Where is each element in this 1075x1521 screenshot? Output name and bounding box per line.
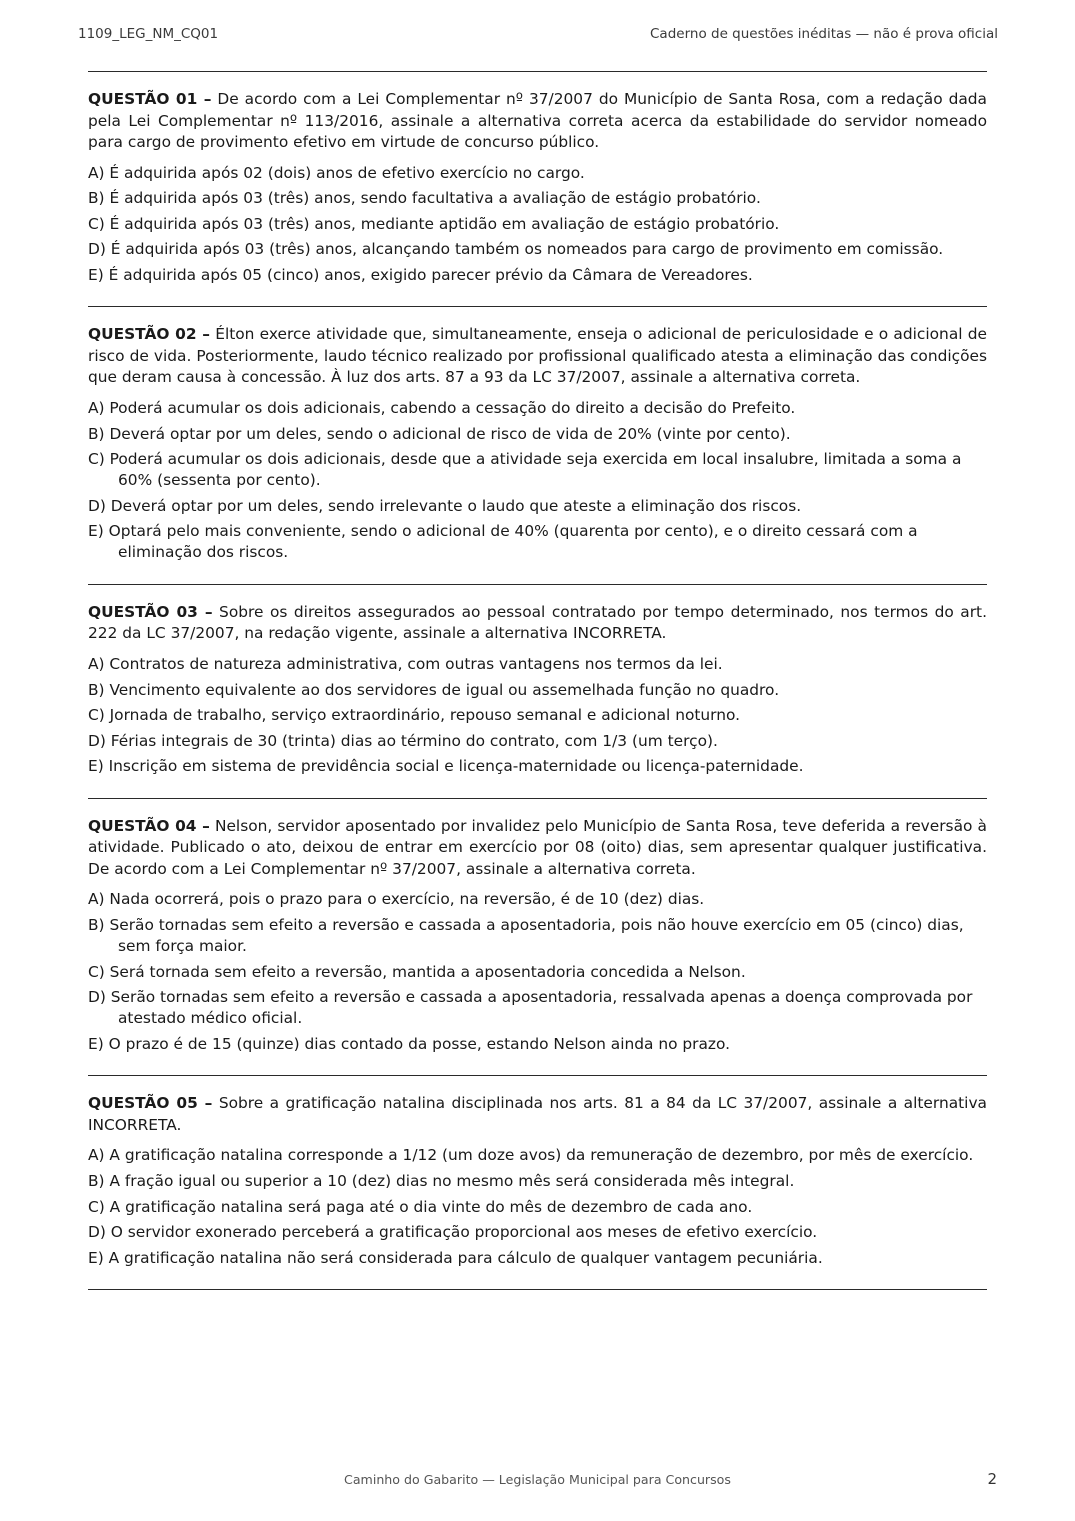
question-label: QUESTÃO 01 – [88,90,212,108]
option-e: E) Inscrição em sistema de previdência social e licença-maternidade ou licença-paternidade. [88,757,804,776]
option-d: D) Serão tornadas sem efeito a reversão e cassada a aposentadoria, ressalvada apenas a doença comprovada por atestado médico oficial. [88,988,973,1028]
option-d: D) O servidor exonerado perceberá a gratificação proporcional aos meses de efetivo exercício. [88,1223,818,1242]
question-text: Sobre a gratificação natalina disciplinada nos arts. 81 a 84 da LC 37/2007, assinale a alternativa INCORRETA. [88,1094,987,1134]
option-e: E) A gratificação natalina não será considerada para cálculo de qualquer vantagem pecuniária. [88,1248,823,1267]
document-code: 1109_LEG_NM_CQ01 [78,26,219,42]
option-b: B) É adquirida após 03 (três) anos, sendo facultativa a avaliação de estágio probatório. [88,189,761,208]
questions-content [88,71,987,1290]
option-d: D) Férias integrais de 30 (trinta) dias ao término do contrato, com 1/3 (um terço). [88,731,718,750]
page-footer [0,1471,1075,1491]
option-c: C) Jornada de trabalho, serviço extraordinário, repouso semanal e adicional noturno. [88,706,741,725]
option-d: D) É adquirida após 03 (três) anos, alcançando também os nomeados para cargo de provimento em comissão. [88,240,944,259]
question-05 [88,1076,987,1289]
option-b: B) Vencimento equivalente ao dos servidores de igual ou assemelhada função no quadro. [88,680,780,699]
option-a: A) Nada ocorrerá, pois o prazo para o exercício, na reversão, é de 10 (dez) dias. [88,890,705,909]
option-c: C) Será tornada sem efeito a reversão, mantida a aposentadoria concedida a Nelson. [88,962,746,981]
question-label: QUESTÃO 03 – [88,602,213,621]
option-e: E) Optará pelo mais conveniente, sendo o adicional de 40% (quarenta por cento), e o direito cessará com a eliminação dos riscos. [88,522,918,562]
question-text: De acordo com a Lei Complementar nº 37/2007 do Município de Santa Rosa, com a redação dada pela Lei Complementar nº 113/2016, assinale a alternativa correta acerca da estabilidade do servidor nomeado para cargo de provimento efetivo em virtude de concurso público. [88,90,987,151]
question-01 [88,72,987,306]
option-c: C) É adquirida após 03 (três) anos, mediante aptidão em avaliação de estágio probatório. [88,214,780,233]
option-d: D) Deverá optar por um deles, sendo irrelevante o laudo que ateste a eliminação dos riscos. [88,496,802,515]
divider [88,1289,987,1290]
question-02 [88,307,987,583]
question-text: Élton exerce atividade que, simultaneamente, enseja o adicional de periculosidade e o adicional de risco de vida. Posteriormente, laudo técnico realizado por profissional qualificado atesta a eliminação das condições que deram causa à concessão. À luz dos arts. 87 a 93 da LC 37/2007, assinale a alternativa correta. [88,325,987,387]
option-b: B) Deverá optar por um deles, sendo o adicional de risco de vida de 20% (vinte por cento). [88,424,791,443]
options-list [88,1145,987,1268]
question-03 [88,585,987,798]
option-a: A) Poderá acumular os dois adicionais, cabendo a cessação do direito a decisão do Prefeito. [88,398,796,417]
question-label: QUESTÃO 05 – [88,1094,213,1113]
option-a: A) A gratificação natalina corresponde a 1/12 (um doze avos) da remuneração de dezembro, por mês de exercício. [88,1146,974,1165]
option-c: C) Poderá acumular os dois adicionais, desde que a atividade seja exercida em local insalubre, limitada a soma a 60% (sessenta por cento). [88,450,962,490]
footer-title: Caminho do Gabarito — Legislação Municipal para Concursos [344,1472,731,1487]
question-label: QUESTÃO 04 – [88,816,210,835]
question-stem [88,602,987,645]
page-number: 2 [987,1470,997,1488]
options-list [88,163,987,286]
header-notice: Caderno de questões inéditas — não é prova oficial [650,26,998,42]
page-header [78,26,998,46]
question-label: QUESTÃO 02 – [88,325,210,344]
question-04 [88,799,987,1075]
question-stem [88,816,987,881]
option-a: A) Contratos de natureza administrativa, com outras vantagens nos termos da lei. [88,654,723,673]
option-a: A) É adquirida após 02 (dois) anos de efetivo exercício no cargo. [88,163,585,182]
option-b: B) Serão tornadas sem efeito a reversão e cassada a aposentadoria, pois não houve exercício em 05 (cinco) dias, sem força maior. [88,916,964,955]
option-e: E) O prazo é de 15 (quinze) dias contado da posse, estando Nelson ainda no prazo. [88,1034,731,1053]
option-e: E) É adquirida após 05 (cinco) anos, exigido parecer prévio da Câmara de Vereadores. [88,265,753,284]
options-list [88,889,987,1054]
option-c: C) A gratificação natalina será paga até o dia vinte do mês de dezembro de cada ano. [88,1197,753,1216]
question-text: Nelson, servidor aposentado por invalidez pelo Município de Santa Rosa, teve deferida a reversão à atividade. Publicado o ato, deixou de entrar em exercício por 08 (oito) dias, sem apresentar qualquer justificativa. De acordo com a Lei Complementar nº 37/2007, assinale a alternativa correta. [88,816,987,878]
question-text: Sobre os direitos assegurados ao pessoal contratado por tempo determinado, nos termos do art. 222 da LC 37/2007, na redação vigente, assinale a alternativa INCORRETA. [88,602,987,643]
question-stem [88,89,987,154]
option-b: B) A fração igual ou superior a 10 (dez) dias no mesmo mês será considerada mês integral. [88,1171,795,1190]
question-stem [88,324,987,389]
question-stem [88,1093,987,1136]
options-list [88,654,987,777]
options-list [88,398,987,563]
